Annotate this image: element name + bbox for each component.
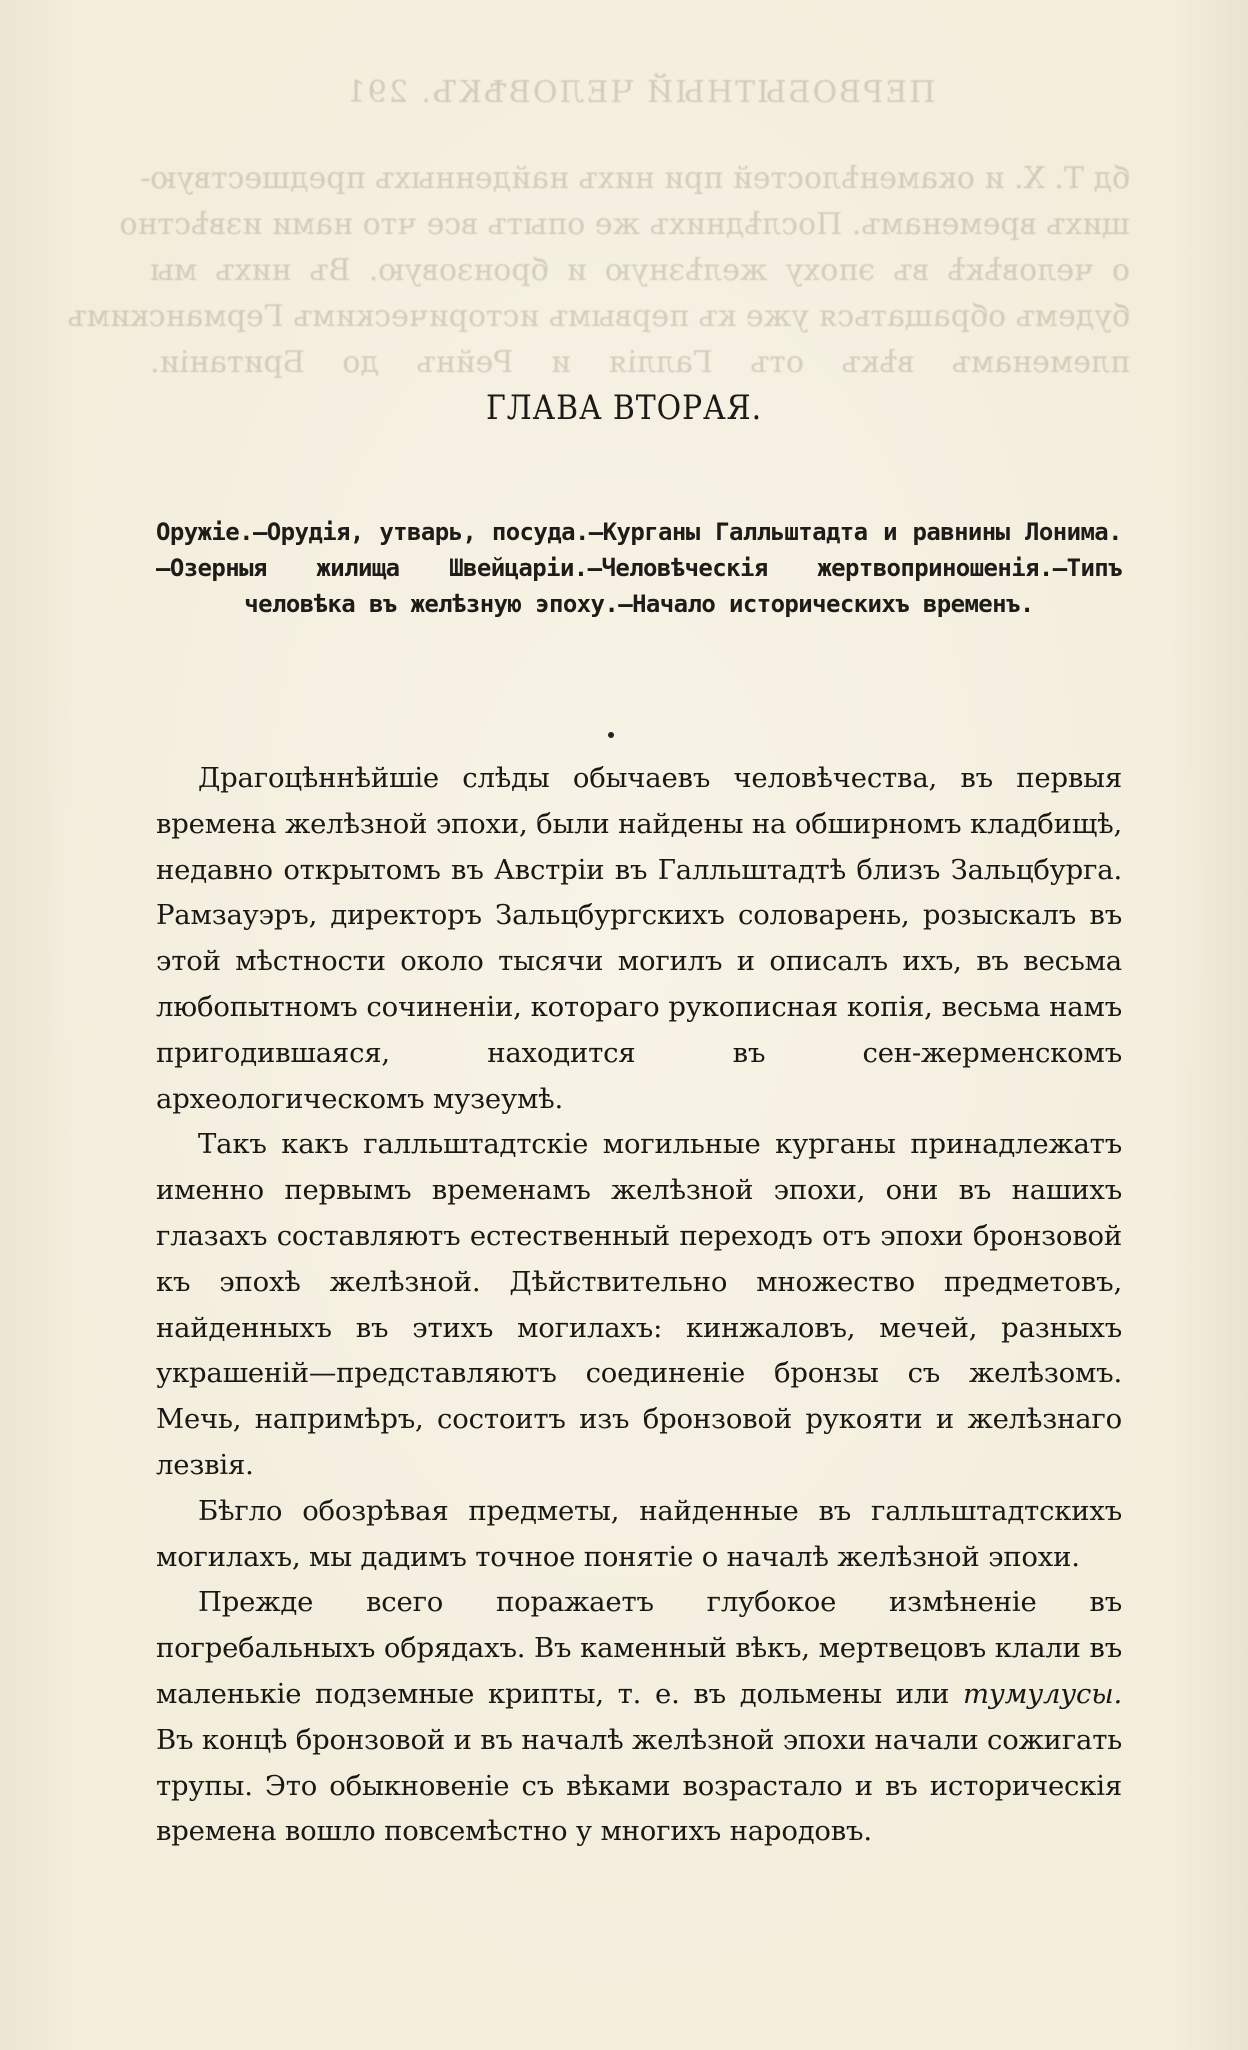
- separator-dot: [608, 732, 614, 738]
- bleed-line: щихъ временамъ. Послѣднихъ же опытъ все что нами извѣстно: [119, 207, 1130, 242]
- bleed-line: о человѣкѣ въ эпоху желѣзную и бронзовую. Въ нихъ мы: [150, 253, 1130, 288]
- paragraph-text: Прежде всего поражаетъ глубокое измѣненіе въ погребальныхъ обрядахъ. Въ каменный вѣкъ, мертвецовъ клали въ маленькіе подземные крипты, т. е. въ дольмены или: [156, 1586, 1122, 1710]
- bleed-through-text: [67, 70, 1130, 386]
- paragraph-text: Въ концѣ бронзовой и въ началѣ желѣзной эпохи начали сожигать трупы. Это обыкновеніе съ вѣками возрастало и въ историческія времена вошло повсемѣстно у многихъ народовъ.: [156, 1723, 1122, 1848]
- paragraph: [156, 1580, 1122, 1855]
- bleed-line: племенамъ вѣкъ отъ Галлія и Рейнъ до Британіи.: [150, 345, 1130, 380]
- chapter-summary: Оружіе.—Орудія, утварь, посуда.—Курганы Галльштадта и равнины Лонима.—Озерныя жилища Швейцаріи.—Человѣческія жертвоприношенія.—Типъ человѣка въ желѣзную эпоху.—Начало историческихъ временъ.: [156, 518, 1122, 618]
- chapter-body: [156, 756, 1122, 1855]
- bleed-line: бд Т. Х. и окаменѣлостей при нихъ найденныхъ предшествую-: [140, 161, 1130, 196]
- bleed-header: ПЕРВОБЫТНЫЙ ЧЕЛОВѢКЪ. 291: [344, 75, 936, 110]
- paragraph: Драгоцѣннѣйшіе слѣды обычаевъ человѣчества, въ первыя времена желѣзной эпохи, были найдены на обширномъ кладбищѣ, недавно открытомъ въ Австріи въ Галльштадтѣ близъ Зальцбурга. Рамзауэръ, директоръ Зальцбургскихъ соловарень, розыскалъ въ этой мѣстности около тысячи могилъ и описалъ ихъ, въ весьма любопытномъ сочиненіи, котораго рукописная копія, весьма намъ пригодившаяся, находится въ сен-жерменскомъ археологическомъ музеумѣ.: [156, 762, 1122, 1115]
- paragraph: Бѣгло обозрѣвая предметы, найденные въ галльштадтскихъ могилахъ, мы дадимъ точное понятіе о началѣ желѣзной эпохи.: [156, 1494, 1122, 1573]
- bleed-line: будемъ обращаться уже къ первымъ историческимъ Германскимъ: [67, 299, 1130, 334]
- paragraph: Такъ какъ галльштадтскіе могильные курганы принадлежатъ именно первымъ временамъ желѣзной эпохи, они въ нашихъ глазахъ составляютъ естественный переходъ отъ эпохи бронзовой къ эпохѣ желѣзной. Дѣйствительно множество предметовъ, найденныхъ въ этихъ могилахъ: кинжаловъ, мечей, разныхъ украшеній—представляютъ соединеніе бронзы съ желѣзомъ. Мечь, напримѣръ, состоитъ изъ бронзовой рукояти и желѣзнаго лезвія.: [156, 1128, 1122, 1481]
- chapter-title: ГЛАВА ВТОРАЯ.: [486, 388, 762, 428]
- italic-term: тумулусы.: [963, 1677, 1122, 1710]
